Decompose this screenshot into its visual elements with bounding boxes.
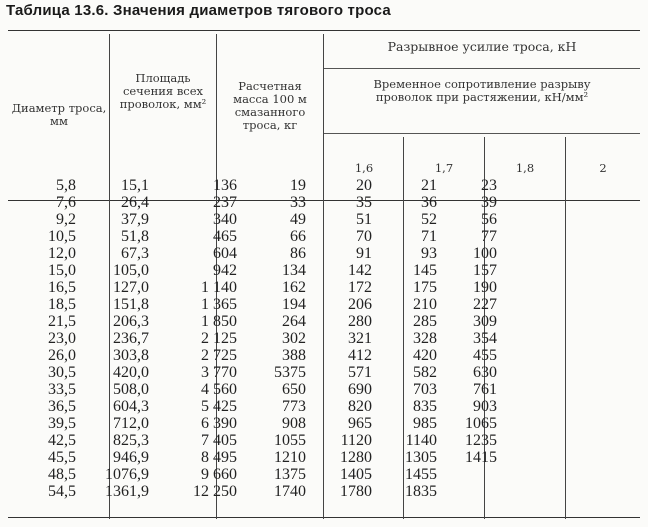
cell-diameter: 9,2 xyxy=(56,211,76,228)
cell-force-1-7: 91 xyxy=(356,245,372,262)
cell-diameter: 23,0 xyxy=(48,330,76,347)
cell-force-1-7: 690 xyxy=(348,381,372,398)
cell-mass: 465 xyxy=(213,228,237,245)
cell-force-2: 190 xyxy=(473,279,497,296)
cell-area: 604,3 xyxy=(113,398,149,415)
cell-mass: 604 xyxy=(213,245,237,262)
cell-diameter: 18,5 xyxy=(48,296,76,313)
cell-area: 26,4 xyxy=(121,194,149,211)
cell-force-2: 56 xyxy=(481,211,497,228)
cell-force-2: 39 xyxy=(481,194,497,211)
cell-diameter: 5,8 xyxy=(56,177,76,194)
table-bottom-rule xyxy=(8,517,640,518)
cell-diameter: 36,5 xyxy=(48,398,76,415)
cell-force-1-8: 175 xyxy=(413,279,437,296)
cell-force-1-7: 1280 xyxy=(340,449,372,466)
cell-force-1-6: 33 xyxy=(290,194,306,211)
cell-force-1-7: 70 xyxy=(356,228,372,245)
cell-force-1-8: 1305 xyxy=(405,449,437,466)
cell-force-1-7: 412 xyxy=(348,347,372,364)
cell-diameter: 15,0 xyxy=(48,262,76,279)
cell-force-1-6: 650 xyxy=(282,381,306,398)
cell-force-2: 1065 xyxy=(465,415,497,432)
header-area: Площадь сечения всех проволок, мм² xyxy=(119,71,207,111)
cell-force-1-8: 328 xyxy=(413,330,437,347)
cell-area: 825,3 xyxy=(113,432,149,449)
cell-diameter: 33,5 xyxy=(48,381,76,398)
header-strength-1-6: 1,6 xyxy=(354,161,374,175)
cell-force-1-7: 1405 xyxy=(340,466,372,483)
cell-diameter: 45,5 xyxy=(48,449,76,466)
cell-diameter: 26,0 xyxy=(48,347,76,364)
cell-mass: 1 365 xyxy=(201,296,237,313)
cell-force-2: 227 xyxy=(473,296,497,313)
cell-mass: 237 xyxy=(213,194,237,211)
cell-diameter: 16,5 xyxy=(48,279,76,296)
cell-area: 420,0 xyxy=(113,364,149,381)
cell-diameter: 7,6 xyxy=(56,194,76,211)
cell-force-1-6: 194 xyxy=(282,296,306,313)
cell-force-2: 1415 xyxy=(465,449,497,466)
cell-force-1-8: 835 xyxy=(413,398,437,415)
cell-force-1-7: 280 xyxy=(348,313,372,330)
cell-area: 946,9 xyxy=(113,449,149,466)
cell-force-2: 630 xyxy=(473,364,497,381)
cell-force-1-6: 66 xyxy=(290,228,306,245)
cell-force-2: 455 xyxy=(473,347,497,364)
cell-diameter: 54,5 xyxy=(48,483,76,500)
cell-force-2: 157 xyxy=(473,262,497,279)
cell-force-2: 100 xyxy=(473,245,497,262)
cell-force-1-7: 1120 xyxy=(340,432,372,449)
header-rule xyxy=(324,68,640,69)
cell-force-1-6: 1375 xyxy=(274,466,306,483)
cell-force-1-8: 36 xyxy=(421,194,437,211)
cell-area: 15,1 xyxy=(121,177,149,194)
cell-area: 105,0 xyxy=(113,262,149,279)
cell-force-2: 354 xyxy=(473,330,497,347)
cell-force-1-6: 264 xyxy=(282,313,306,330)
cell-force-1-6: 388 xyxy=(282,347,306,364)
cell-mass: 3 770 xyxy=(201,364,237,381)
cell-force-1-7: 35 xyxy=(356,194,372,211)
header-rule xyxy=(324,133,640,134)
cell-diameter: 42,5 xyxy=(48,432,76,449)
cell-force-1-8: 210 xyxy=(413,296,437,313)
cell-force-1-6: 86 xyxy=(290,245,306,262)
cell-force-2: 23 xyxy=(481,177,497,194)
cell-force-2: 309 xyxy=(473,313,497,330)
cell-area: 206,3 xyxy=(113,313,149,330)
header-strength-1-7: 1,7 xyxy=(434,161,454,175)
column-divider xyxy=(565,137,566,519)
cell-area: 37,9 xyxy=(121,211,149,228)
cell-force-1-8: 1455 xyxy=(405,466,437,483)
cell-diameter: 39,5 xyxy=(48,415,76,432)
cell-force-1-7: 206 xyxy=(348,296,372,313)
cell-force-1-7: 321 xyxy=(348,330,372,347)
cell-mass: 2 125 xyxy=(201,330,237,347)
cell-force-1-6: 1055 xyxy=(274,432,306,449)
cell-diameter: 12,0 xyxy=(48,245,76,262)
cell-area: 236,7 xyxy=(113,330,149,347)
cell-mass: 4 560 xyxy=(201,381,237,398)
cell-area: 127,0 xyxy=(113,279,149,296)
cell-mass: 340 xyxy=(213,211,237,228)
cell-force-1-6: 1210 xyxy=(274,449,306,466)
header-strength-1-8: 1,8 xyxy=(515,161,535,175)
cell-area: 1361,9 xyxy=(105,483,149,500)
cell-force-1-8: 52 xyxy=(421,211,437,228)
header-tensile-strength: Временное сопротивление разрыву проволок при растяжении, кН/мм² xyxy=(373,77,591,104)
cell-force-2: 761 xyxy=(473,381,497,398)
cell-force-1-8: 145 xyxy=(413,262,437,279)
cell-force-2: 77 xyxy=(481,228,497,245)
cell-force-1-7: 172 xyxy=(348,279,372,296)
cell-area: 51,8 xyxy=(121,228,149,245)
cell-force-1-6: 49 xyxy=(290,211,306,228)
cell-force-1-8: 582 xyxy=(413,364,437,381)
cell-diameter: 48,5 xyxy=(48,466,76,483)
cell-force-1-8: 21 xyxy=(421,177,437,194)
cell-force-1-7: 20 xyxy=(356,177,372,194)
header-strength-2: 2 xyxy=(599,161,607,175)
cell-diameter: 10,5 xyxy=(48,228,76,245)
cell-force-1-6: 134 xyxy=(282,262,306,279)
cell-force-1-8: 703 xyxy=(413,381,437,398)
cell-mass: 136 xyxy=(213,177,237,194)
cell-force-1-6: 773 xyxy=(282,398,306,415)
cell-force-1-7: 965 xyxy=(348,415,372,432)
cell-force-1-8: 93 xyxy=(421,245,437,262)
cell-area: 1076,9 xyxy=(105,466,149,483)
cell-diameter: 21,5 xyxy=(48,313,76,330)
table-title: Таблица 13.6. Значения диаметров тягового троса xyxy=(6,2,391,19)
cell-force-1-6: 302 xyxy=(282,330,306,347)
cell-force-1-7: 1780 xyxy=(340,483,372,500)
cell-area: 508,0 xyxy=(113,381,149,398)
cell-area: 712,0 xyxy=(113,415,149,432)
cell-mass: 942 xyxy=(213,262,237,279)
cell-force-1-6: 19 xyxy=(290,177,306,194)
cell-force-1-7: 51 xyxy=(356,211,372,228)
cell-force-1-6: 908 xyxy=(282,415,306,432)
cell-force-1-7: 142 xyxy=(348,262,372,279)
cell-force-1-8: 1835 xyxy=(405,483,437,500)
cell-force-1-8: 985 xyxy=(413,415,437,432)
cell-area: 151,8 xyxy=(113,296,149,313)
cell-force-2: 903 xyxy=(473,398,497,415)
cell-mass: 8 495 xyxy=(201,449,237,466)
cell-force-1-7: 820 xyxy=(348,398,372,415)
cell-force-1-7: 571 xyxy=(348,364,372,381)
cell-force-1-8: 285 xyxy=(413,313,437,330)
cell-force-2: 1235 xyxy=(465,432,497,449)
cell-force-1-8: 420 xyxy=(413,347,437,364)
cell-mass: 5 425 xyxy=(201,398,237,415)
cell-mass: 1 850 xyxy=(201,313,237,330)
cell-force-1-8: 1140 xyxy=(405,432,437,449)
cell-mass: 7 405 xyxy=(201,432,237,449)
cell-area: 67,3 xyxy=(121,245,149,262)
cell-force-1-6: 1740 xyxy=(274,483,306,500)
cell-mass: 6 390 xyxy=(201,415,237,432)
cell-mass: 2 725 xyxy=(201,347,237,364)
header-mass: Расчетная масса 100 м смазанного троса, кг xyxy=(233,79,307,132)
cell-force-1-8: 71 xyxy=(421,228,437,245)
header-diameter: Диаметр троса, мм xyxy=(11,101,107,128)
cell-diameter: 30,5 xyxy=(48,364,76,381)
cell-mass: 12 250 xyxy=(193,483,237,500)
cell-force-1-6: 162 xyxy=(282,279,306,296)
cell-force-1-6: 5375 xyxy=(274,364,306,381)
cell-area: 303,8 xyxy=(113,347,149,364)
table-top-rule xyxy=(8,30,640,31)
cell-mass: 1 140 xyxy=(201,279,237,296)
header-breaking-force: Разрывное усилие троса, кН xyxy=(387,39,577,54)
cell-mass: 9 660 xyxy=(201,466,237,483)
